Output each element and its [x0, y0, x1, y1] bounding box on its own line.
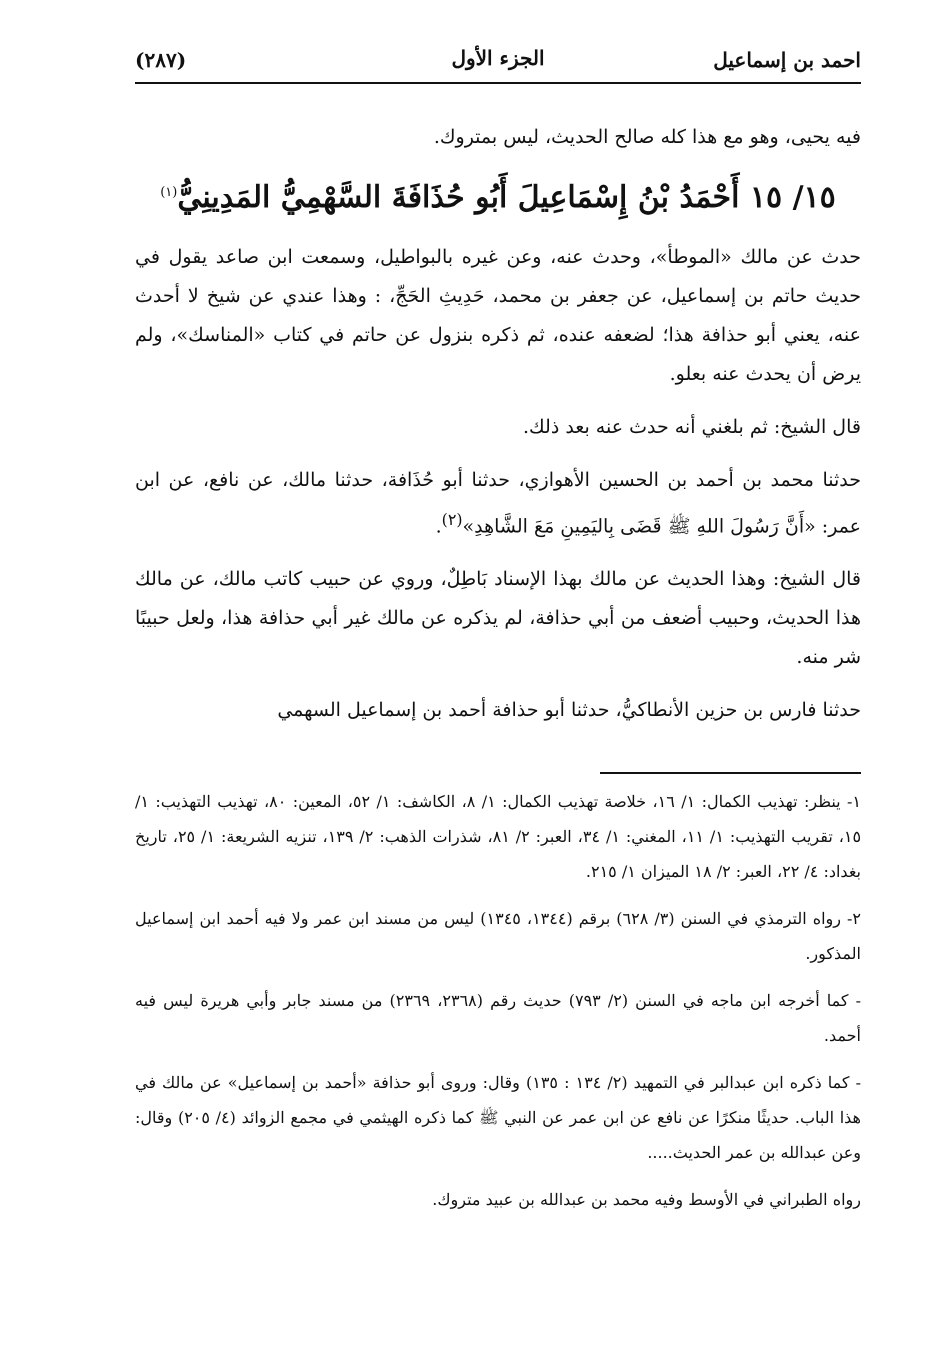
- running-title-right: احمد بن إسماعيل: [713, 48, 861, 72]
- entry-title-text: ١٥/ ١٥ أَحْمَدُ بْنُ إِسْمَاعِيلَ أَبُو حُذَافَةَ السَّهْمِيُّ المَدِينِيُّ: [177, 180, 836, 215]
- footnote-1: ١- ينظر: تهذيب الكمال: ١/ ١٦، خلاصة تهذيب الكمال: ١/ ٨، الكاشف: ١/ ٥٢، المعين: ٨٠، تهذيب التهذيب: ١/ ١٥، تقريب التهذيب: ١/ ١١، المغني: ١/ ٣٤، العبر: ٢/ ٨١، شذرات الذهب: ٢/ ١٣٩، تنزيه الشريعة: ١/ ٢٥، تاريخ بغداد: ٤/ ٢٢، العبر: ٢/ ١٨ الميزان ١/ ٢١٥.: [135, 792, 862, 881]
- paragraph-3-end: .: [435, 515, 442, 538]
- header-rule: [135, 82, 861, 84]
- footnotes: [135, 784, 861, 1229]
- footnote-2-ibn-majah: - كما أخرجه ابن ماجه في السنن (٢/ ٧٩٣) حديث رقم (٢٣٦٨، ٢٣٦٩) من مسند جابر وأبي هريرة ليس فيه أحمد.: [135, 991, 862, 1045]
- footnote-2: ٢- رواه الترمذي في السنن (٣/ ٦٢٨) برقم (١٣٤٤، ١٣٤٥) ليس من مسند ابن عمر ولا فيه أحمد ابن إسماعيل المذكور.: [135, 909, 862, 963]
- page-number: (٢٨٧): [135, 48, 187, 72]
- paragraph-3-text: حدثنا محمد بن أحمد بن الحسين الأهوازي، حدثنا أبو حُذَافة، حدثنا مالك، عن نافع، عن ابن عمر: «أَنَّ رَسُولَ اللهِ ﷺ قَضَى بِاليَمِينِ مَعَ الشَّاهِدِ»: [135, 469, 861, 538]
- paragraph-3: [135, 461, 861, 546]
- footnote-2-tamhid: - كما ذكره ابن عبدالبر في التمهيد (٢/ ١٣٤ : ١٣٥) وقال: وروى أبو حذافة «أحمد بن إسماعيل» عن مالك في هذا الباب. حديثًا منكرًا عن نافع عن ابن عمر عن النبي ﷺ كما ذكره الهيثمي في مجمع الزوائد (٤/ ٢٠٥) وقال: وعن عبدالله بن عمر الحديث.....: [135, 1073, 862, 1162]
- paragraph-4: قال الشيخ: وهذا الحديث عن مالك بهذا الإسناد بَاطِلٌ، وروي عن حبيب كاتب مالك، عن مالك هذا الحديث، وحبيب أضعف من أبي حذافة، لم يذكره عن مالك غير أبي حذافة هذا، ولعل حبيبًا شر منه.: [135, 568, 861, 669]
- footnote-2-tabarani: رواه الطبراني في الأوسط وفيه محمد بن عبدالله بن عبيد متروك.: [432, 1190, 861, 1209]
- main-text: [135, 118, 861, 744]
- footnote-rule: [600, 772, 861, 774]
- paragraph-2: قال الشيخ: ثم بلغني أنه حدث عنه بعد ذلك.: [522, 416, 861, 438]
- paragraph-3-note: (٢): [441, 510, 463, 529]
- running-title-center: الجزء الأول: [451, 46, 545, 70]
- intro-line: فيه يحيى، وهو مع هذا كله صالح الحديث، ليس بمتروك.: [433, 126, 861, 148]
- entry-title: [135, 171, 861, 220]
- paragraph-5: حدثنا فارس بن حزين الأنطاكيُّ، حدثنا أبو حذافة أحمد بن إسماعيل السهمي: [277, 699, 861, 722]
- entry-title-note: (١): [160, 185, 178, 200]
- paragraph-1: حدث عن مالك «الموطأ»، وحدث عنه، وعن غيره بالبواطيل، وسمعت ابن صاعد يقول في حديث حاتم بن إسماعيل، عن جعفر بن محمد، حَدِيثِ الحَجِّ، : وهذا عندي عن شيخ لا أحدث عنه، يعني أبو حذافة هذا؛ لضعفه عنده، ثم ذكره بنزول عن حاتم في كتاب «المناسك»، ولم يرض أن يحدث عنه بعلو.: [135, 246, 861, 385]
- page-header: [135, 40, 861, 80]
